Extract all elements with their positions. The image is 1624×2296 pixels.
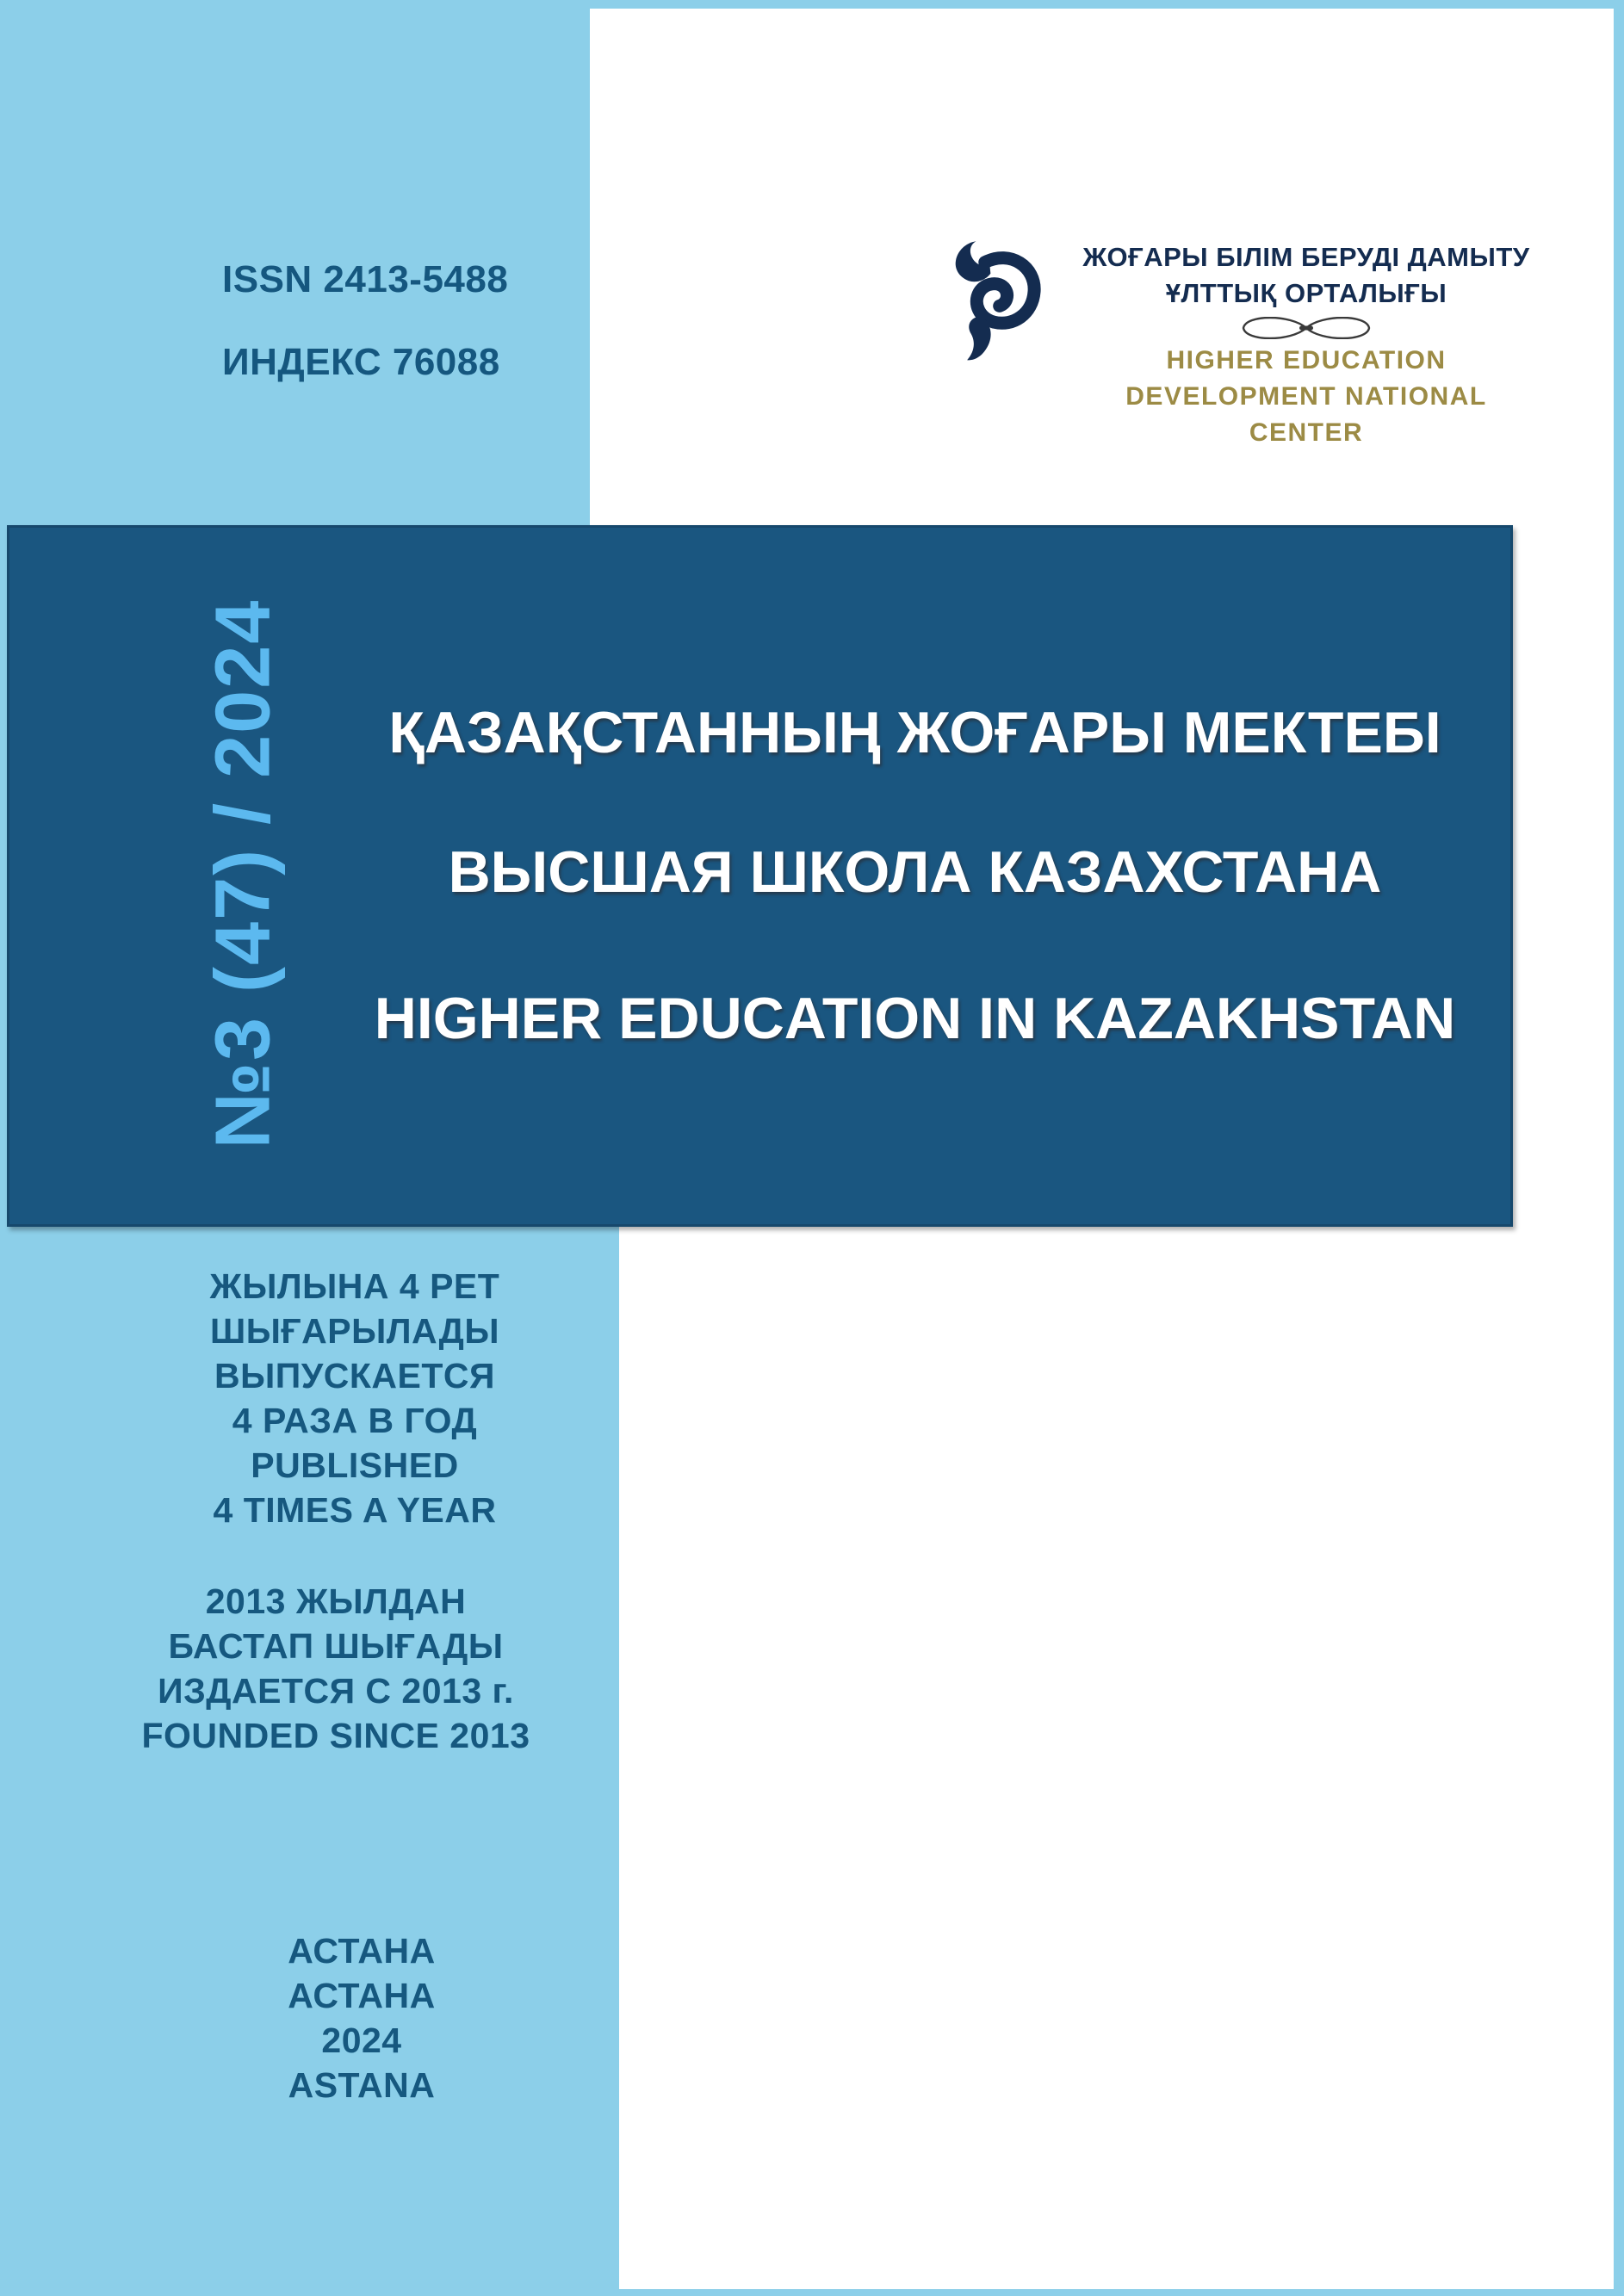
- publisher-logo-text: [1067, 239, 1546, 451]
- frequency-line: ВЫПУСКАЕТСЯ: [214, 1356, 495, 1396]
- issn-index-block: [222, 260, 508, 382]
- infinity-divider-icon: [1237, 317, 1375, 339]
- city-line: АСТАНА: [288, 1976, 436, 2015]
- journal-title-en: HIGHER EDUCATION IN KAZAKHSTAN: [374, 986, 1456, 1051]
- publisher-name-en-line1: HIGHER EDUCATION: [1166, 346, 1447, 374]
- publisher-name-kk-line1: ЖОҒАРЫ БІЛІМ БЕРУДІ ДАМЫТУ: [1082, 242, 1530, 272]
- issue-number-vertical: №3 (47) / 2024: [200, 598, 287, 1149]
- city-line: ASTANA: [288, 2065, 436, 2105]
- city-year-block: [60, 1928, 663, 2107]
- journal-title-ru: ВЫСШАЯ ШКОЛА КАЗАХСТАНА: [448, 839, 1382, 905]
- journal-title-kk: ҚАЗАҚСТАННЫҢ ЖОҒАРЫ МЕКТЕБІ: [388, 700, 1441, 765]
- index-label: ИНДЕКС 76088: [222, 341, 500, 383]
- founded-line: FOUNDED SINCE 2013: [141, 1716, 530, 1755]
- city-line: 2024: [321, 2021, 402, 2060]
- kazakh-ornament-swirl-icon: [943, 239, 1048, 373]
- frequency-line: PUBLISHED: [251, 1445, 459, 1485]
- frequency-line: 4 TIMES A YEAR: [213, 1490, 497, 1530]
- title-banner: [7, 525, 1513, 1227]
- founded-since-block: [34, 1579, 637, 1758]
- frequency-line: ЖЫЛЫНА 4 РЕТ: [209, 1266, 500, 1306]
- city-line: АСТАНА: [288, 1931, 436, 1971]
- frequency-line: ШЫҒАРЫЛАДЫ: [210, 1311, 499, 1351]
- founded-line: 2013 ЖЫЛДАН: [205, 1581, 467, 1621]
- founded-line: БАСТАП ШЫҒАДЫ: [168, 1626, 504, 1666]
- publisher-name-kk-line2: ҰЛТТЫҚ ОРТАЛЫҒЫ: [1165, 278, 1447, 308]
- founded-line: ИЗДАЕТСЯ С 2013 г.: [158, 1671, 514, 1711]
- publication-frequency-block: [53, 1264, 656, 1532]
- publisher-logo: [943, 239, 1546, 451]
- frequency-line: 4 РАЗА В ГОД: [232, 1401, 478, 1440]
- issn-label: ISSN 2413-5488: [222, 258, 509, 300]
- publisher-name-en-line2: DEVELOPMENT NATIONAL CENTER: [1125, 382, 1487, 447]
